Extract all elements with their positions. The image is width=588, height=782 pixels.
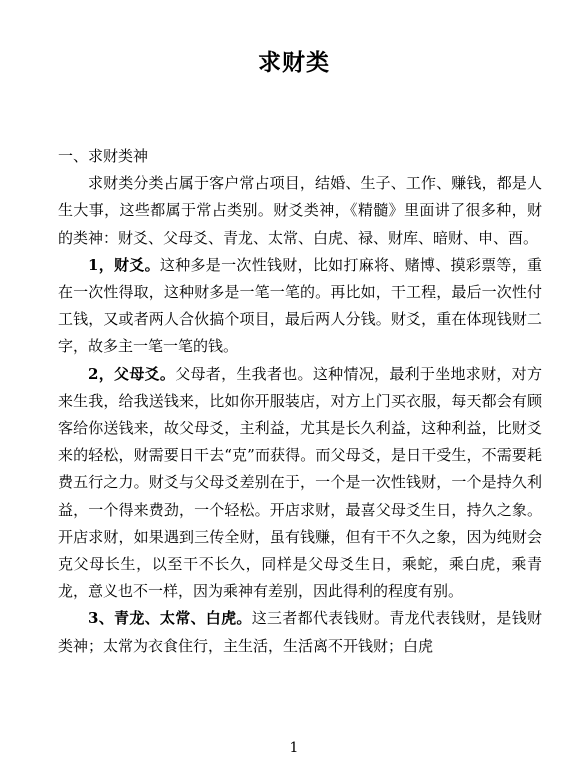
item-paragraph-1	[58, 252, 542, 361]
item-title-3: 3、青龙、太常、白虎。	[88, 609, 252, 628]
item-paragraph-3	[58, 605, 542, 659]
item-text-1: 这种多是一次性钱财，比如打麻将、赌博、摸彩票等，重在一次性得取，这种财多是一笔一笔的。再比如，干工程，最后一次性付工钱，又或者两人合伙搞个项目，最后两人分钱。财爻，重在体现钱财二字，故多主一笔一笔的钱。	[58, 255, 542, 356]
document-body	[58, 143, 542, 660]
page-title: 求财类	[258, 50, 330, 76]
item-title-2: 2，父母爻。	[88, 364, 176, 383]
section-heading: 一、求财类神	[58, 147, 149, 165]
item-paragraph-2	[58, 361, 542, 606]
page-number: 1	[289, 740, 299, 756]
intro-paragraph: 求财类分类占属于客户常占项目，结婚、生子、工作、赚钱，都是人生大事，这些都属于常占类别。财爻类神，《精髓》里面讲了很多种，财的类神：财爻、父母爻、青龙、太常、白虎、禄、财库、暗财、申、酉。	[58, 174, 542, 247]
item-title-1: 1，财爻。	[88, 255, 160, 274]
item-text-2: 父母者，生我者也。这种情况，最利于坐地求财，对方来生我，给我送钱来，比如你开服装店，对方上门买衣服，每天都会有顾客给你送钱来，故父母爻，主利益，尤其是长久利益，这种利益，比财爻来的轻松，财需要日干去“克”而获得。而父母爻，是日干受生，不需要耗费五行之力。财爻与父母爻差别在于，一个是一次性钱财，一个是持久利益，一个得来费劲，一个轻松。开店求财，最喜父母爻生日，持久之象。开店求财，如果遇到三传全财，虽有钱赚，但有干不久之象，因为纯财会克父母长生，以至干不长久，同样是父母爻生日，乘蛇，乘白虎，乘青龙，意义也不一样，因为乘神有差别，因此得利的程度有别。	[58, 364, 542, 601]
item-text-3: 这三者都代表钱财。青龙代表钱财，是钱财类神；太常为衣食住行，主生活，生活离不开钱财；白虎	[58, 609, 542, 655]
